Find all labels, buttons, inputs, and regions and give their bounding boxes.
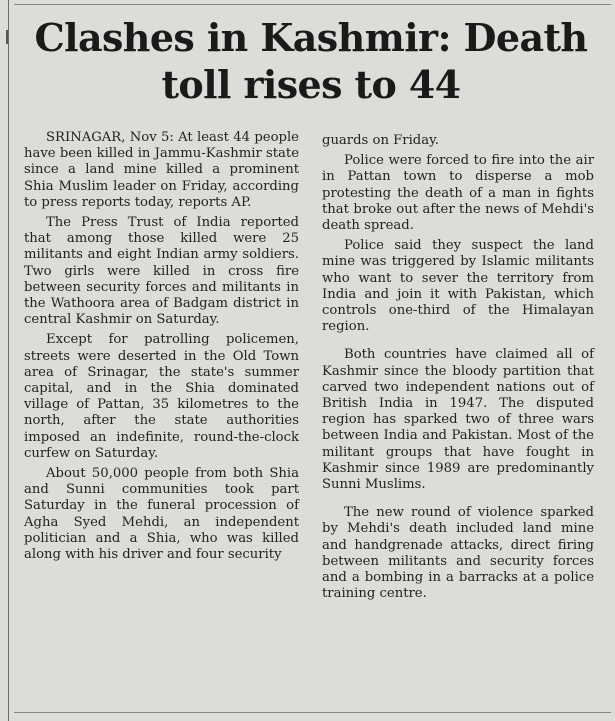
bottom-rule: [14, 712, 611, 713]
left-column-rule: [8, 0, 9, 721]
top-rule: [14, 4, 611, 5]
paragraph: The new round of violence sparked by Mehdi's death included land mine and handgrenade attacks, direct firing between militants and security forces and a bombing in a barracks at a police training centre.: [322, 505, 594, 602]
paragraph-continued: guards on Friday.: [322, 133, 439, 148]
paragraph: The Press Trust of India reported that among those killed were 25 militants and eight Indian army soldiers. Two girls were killed in cross fire between security forces and militants in the Wathoora area of Badgam district in central Kashmir on Saturday.: [24, 215, 299, 328]
paragraph-dateline: SRINAGAR, Nov 5: At least 44 people have been killed in Jammu-Kashmir state since a land mine killed a prominent Shia Muslim leader on Friday, according to press reports today, reports AP.: [24, 130, 299, 210]
headline: Clashes in Kashmir: Death toll rises to 44: [34, 15, 588, 107]
paragraph: Police were forced to fire into the air in Pattan town to disperse a mob protesting the death of a man in fights that broke out after the news of Mehdi's death spread.: [322, 153, 594, 234]
paragraph: Police said they suspect the land mine was triggered by Islamic militants who want to sever the territory from India and join it with Pakistan, which controls one-third of the Himalayan region.: [322, 238, 594, 335]
paragraph: Both countries have claimed all of Kashmir since the bloody partition that carved two independent nations out of British India in 1947. The disputed region has sparked two of three wars between India and Pakistan. Most of the militant groups that have fought in Kashmir since 1989 are predominantly Sunni Muslims.: [322, 347, 594, 493]
article-column-right: [322, 133, 594, 606]
adjacent-text-fragment: [0, 30, 8, 44]
article-column-left: [24, 130, 299, 567]
paragraph: Except for patrolling policemen, streets were deserted in the Old Town area of Srinagar, the state's summer capital, and in the Shia dominated village of Pattan, 35 kilometres to the north, after the state authorities imposed an indefinite, round-the-clock curfew on Saturday.: [24, 332, 299, 461]
paragraph: About 50,000 people from both Shia and Sunni communities took part Saturday in the funeral procession of Agha Syed Mehdi, an independent politician and a Shia, who was killed along with his driver and four security: [24, 466, 299, 563]
